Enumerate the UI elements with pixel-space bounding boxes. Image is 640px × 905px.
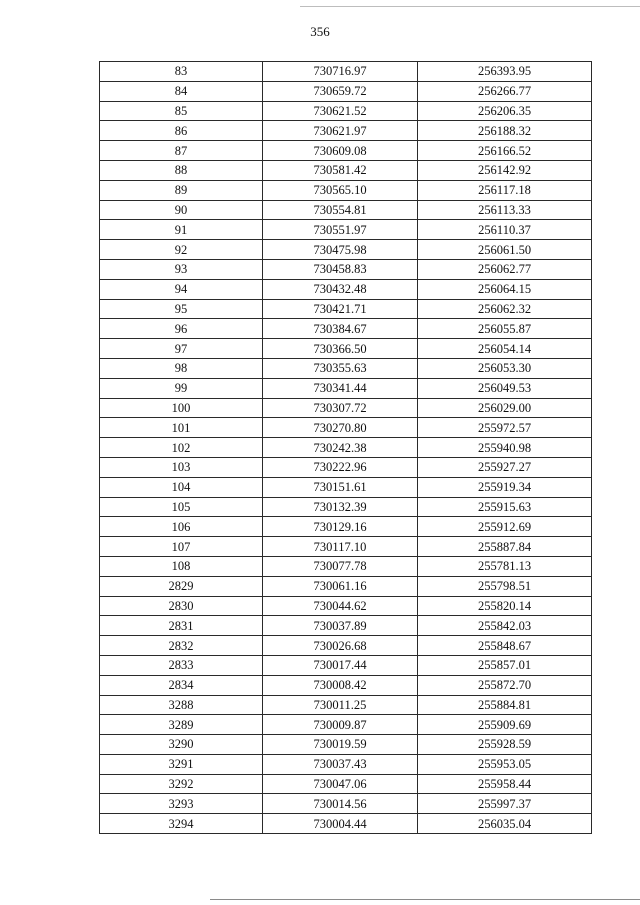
table-row	[100, 655, 592, 675]
x-coordinate-cell: 730581.42	[263, 160, 418, 180]
point-number-cell: 3288	[100, 695, 263, 715]
table-row	[100, 814, 592, 834]
y-coordinate-cell: 256029.00	[418, 398, 592, 418]
table-row	[100, 418, 592, 438]
y-coordinate-cell: 255798.51	[418, 576, 592, 596]
table-row	[100, 240, 592, 260]
point-number-cell: 84	[100, 81, 263, 101]
y-coordinate-cell: 256035.04	[418, 814, 592, 834]
point-number-cell: 89	[100, 180, 263, 200]
point-number-cell: 101	[100, 418, 263, 438]
table-row	[100, 537, 592, 557]
point-number-cell: 3291	[100, 754, 263, 774]
y-coordinate-cell: 255953.05	[418, 754, 592, 774]
point-number-cell: 107	[100, 537, 263, 557]
x-coordinate-cell: 730222.96	[263, 457, 418, 477]
y-coordinate-cell: 255927.27	[418, 457, 592, 477]
point-number-cell: 2831	[100, 616, 263, 636]
point-number-cell: 96	[100, 319, 263, 339]
y-coordinate-cell: 256166.52	[418, 141, 592, 161]
table-row	[100, 438, 592, 458]
y-coordinate-cell: 255958.44	[418, 774, 592, 794]
y-coordinate-cell: 255972.57	[418, 418, 592, 438]
y-coordinate-cell: 255781.13	[418, 556, 592, 576]
point-number-cell: 103	[100, 457, 263, 477]
x-coordinate-cell: 730609.08	[263, 141, 418, 161]
table-row	[100, 220, 592, 240]
point-number-cell: 87	[100, 141, 263, 161]
table-row	[100, 517, 592, 537]
y-coordinate-cell: 255848.67	[418, 636, 592, 656]
table-row	[100, 616, 592, 636]
table-row	[100, 477, 592, 497]
y-coordinate-cell: 256054.14	[418, 339, 592, 359]
table-row	[100, 398, 592, 418]
table-row	[100, 259, 592, 279]
table-row	[100, 81, 592, 101]
point-number-cell: 3289	[100, 715, 263, 735]
x-coordinate-cell: 730008.42	[263, 675, 418, 695]
x-coordinate-cell: 730009.87	[263, 715, 418, 735]
y-coordinate-cell: 256188.32	[418, 121, 592, 141]
table-row	[100, 497, 592, 517]
x-coordinate-cell: 730077.78	[263, 556, 418, 576]
table-row	[100, 735, 592, 755]
x-coordinate-cell: 730011.25	[263, 695, 418, 715]
point-number-cell: 104	[100, 477, 263, 497]
x-coordinate-cell: 730242.38	[263, 438, 418, 458]
point-number-cell: 3290	[100, 735, 263, 755]
y-coordinate-cell: 256142.92	[418, 160, 592, 180]
point-number-cell: 94	[100, 279, 263, 299]
y-coordinate-cell: 255919.34	[418, 477, 592, 497]
x-coordinate-cell: 730004.44	[263, 814, 418, 834]
y-coordinate-cell: 256061.50	[418, 240, 592, 260]
point-number-cell: 108	[100, 556, 263, 576]
table-row	[100, 715, 592, 735]
point-number-cell: 88	[100, 160, 263, 180]
x-coordinate-cell: 730019.59	[263, 735, 418, 755]
y-coordinate-cell: 255909.69	[418, 715, 592, 735]
x-coordinate-cell: 730621.97	[263, 121, 418, 141]
y-coordinate-cell: 256055.87	[418, 319, 592, 339]
coordinates-table-body	[100, 62, 592, 834]
point-number-cell: 83	[100, 62, 263, 82]
point-number-cell: 2833	[100, 655, 263, 675]
point-number-cell: 2832	[100, 636, 263, 656]
table-row	[100, 358, 592, 378]
y-coordinate-cell: 255997.37	[418, 794, 592, 814]
point-number-cell: 86	[100, 121, 263, 141]
table-row	[100, 180, 592, 200]
point-number-cell: 3292	[100, 774, 263, 794]
x-coordinate-cell: 730341.44	[263, 378, 418, 398]
x-coordinate-cell: 730475.98	[263, 240, 418, 260]
point-number-cell: 100	[100, 398, 263, 418]
x-coordinate-cell: 730554.81	[263, 200, 418, 220]
y-coordinate-cell: 256062.77	[418, 259, 592, 279]
table-row	[100, 160, 592, 180]
point-number-cell: 93	[100, 259, 263, 279]
y-coordinate-cell: 255940.98	[418, 438, 592, 458]
point-number-cell: 2834	[100, 675, 263, 695]
y-coordinate-cell: 255820.14	[418, 596, 592, 616]
point-number-cell: 98	[100, 358, 263, 378]
table-row	[100, 556, 592, 576]
x-coordinate-cell: 730565.10	[263, 180, 418, 200]
x-coordinate-cell: 730117.10	[263, 537, 418, 557]
point-number-cell: 85	[100, 101, 263, 121]
x-coordinate-cell: 730014.56	[263, 794, 418, 814]
point-number-cell: 105	[100, 497, 263, 517]
table-row	[100, 121, 592, 141]
x-coordinate-cell: 730037.43	[263, 754, 418, 774]
x-coordinate-cell: 730017.44	[263, 655, 418, 675]
table-row	[100, 596, 592, 616]
x-coordinate-cell: 730366.50	[263, 339, 418, 359]
table-row	[100, 319, 592, 339]
y-coordinate-cell: 255912.69	[418, 517, 592, 537]
x-coordinate-cell: 730047.06	[263, 774, 418, 794]
x-coordinate-cell: 730458.83	[263, 259, 418, 279]
x-coordinate-cell: 730044.62	[263, 596, 418, 616]
table-row	[100, 457, 592, 477]
point-number-cell: 99	[100, 378, 263, 398]
x-coordinate-cell: 730307.72	[263, 398, 418, 418]
x-coordinate-cell: 730129.16	[263, 517, 418, 537]
coordinates-table	[99, 61, 592, 834]
point-number-cell: 90	[100, 200, 263, 220]
y-coordinate-cell: 256064.15	[418, 279, 592, 299]
y-coordinate-cell: 256062.32	[418, 299, 592, 319]
y-coordinate-cell: 255884.81	[418, 695, 592, 715]
y-coordinate-cell: 256049.53	[418, 378, 592, 398]
point-number-cell: 92	[100, 240, 263, 260]
y-coordinate-cell: 255915.63	[418, 497, 592, 517]
point-number-cell: 106	[100, 517, 263, 537]
top-edge-rule	[300, 6, 640, 7]
y-coordinate-cell: 256110.37	[418, 220, 592, 240]
x-coordinate-cell: 730716.97	[263, 62, 418, 82]
x-coordinate-cell: 730621.52	[263, 101, 418, 121]
y-coordinate-cell: 255872.70	[418, 675, 592, 695]
point-number-cell: 95	[100, 299, 263, 319]
table-row	[100, 299, 592, 319]
y-coordinate-cell: 256117.18	[418, 180, 592, 200]
table-row	[100, 675, 592, 695]
table-row	[100, 101, 592, 121]
table-row	[100, 62, 592, 82]
table-row	[100, 774, 592, 794]
table-row	[100, 141, 592, 161]
point-number-cell: 102	[100, 438, 263, 458]
x-coordinate-cell: 730061.16	[263, 576, 418, 596]
page-number: 356	[310, 24, 330, 39]
table-row	[100, 695, 592, 715]
x-coordinate-cell: 730037.89	[263, 616, 418, 636]
point-number-cell: 3293	[100, 794, 263, 814]
point-number-cell: 2830	[100, 596, 263, 616]
y-coordinate-cell: 255857.01	[418, 655, 592, 675]
table-row	[100, 279, 592, 299]
x-coordinate-cell: 730432.48	[263, 279, 418, 299]
y-coordinate-cell: 255928.59	[418, 735, 592, 755]
table-row	[100, 576, 592, 596]
x-coordinate-cell: 730355.63	[263, 358, 418, 378]
x-coordinate-cell: 730421.71	[263, 299, 418, 319]
y-coordinate-cell: 256113.33	[418, 200, 592, 220]
point-number-cell: 2829	[100, 576, 263, 596]
y-coordinate-cell: 255887.84	[418, 537, 592, 557]
point-number-cell: 97	[100, 339, 263, 359]
x-coordinate-cell: 730551.97	[263, 220, 418, 240]
x-coordinate-cell: 730132.39	[263, 497, 418, 517]
x-coordinate-cell: 730151.61	[263, 477, 418, 497]
x-coordinate-cell: 730270.80	[263, 418, 418, 438]
table-row	[100, 754, 592, 774]
table-row	[100, 339, 592, 359]
y-coordinate-cell: 256053.30	[418, 358, 592, 378]
y-coordinate-cell: 256393.95	[418, 62, 592, 82]
point-number-cell: 3294	[100, 814, 263, 834]
x-coordinate-cell: 730384.67	[263, 319, 418, 339]
table-row	[100, 200, 592, 220]
y-coordinate-cell: 255842.03	[418, 616, 592, 636]
table-row	[100, 794, 592, 814]
y-coordinate-cell: 256206.35	[418, 101, 592, 121]
table-row	[100, 378, 592, 398]
bottom-edge-rule	[210, 899, 640, 900]
x-coordinate-cell: 730659.72	[263, 81, 418, 101]
point-number-cell: 91	[100, 220, 263, 240]
x-coordinate-cell: 730026.68	[263, 636, 418, 656]
table-row	[100, 636, 592, 656]
y-coordinate-cell: 256266.77	[418, 81, 592, 101]
